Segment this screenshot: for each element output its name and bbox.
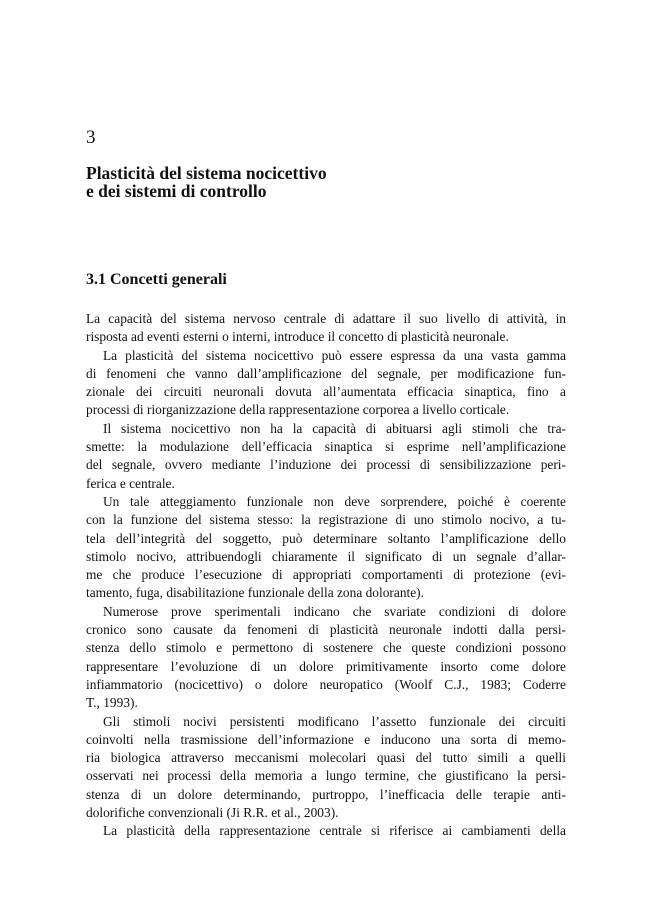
paragraph-line: stenza di un dolore determinando, purtroppo, l’inefficacia delle terapie anti- <box>86 786 566 802</box>
paragraph-line: osservati nei processi della memoria a lungo termine, che giustificano la persi- <box>86 768 566 784</box>
paragraph <box>86 822 566 840</box>
paragraph <box>86 347 566 420</box>
paragraph-line: tela dell’integrità del soggetto, può determinare soltanto l’amplificazione dello <box>86 530 566 546</box>
paragraph-line: Numerose prove sperimentali indicano che svariate condizioni di dolore <box>103 603 566 619</box>
paragraph-line: di fenomeni che vanno dall’amplificazione del segnale, per modificazione fun- <box>86 365 566 381</box>
paragraph-line: rappresentare l’evoluzione di un dolore primitivamente insorto come dolore <box>86 658 566 674</box>
paragraph-line: coinvolti nella trasmissione dell’informazione e inducono una sorta di memo- <box>86 731 566 747</box>
paragraph-line: ria biologica attraverso meccanismi molecolari quasi del tutto simili a quelli <box>86 750 566 766</box>
paragraph <box>86 493 566 603</box>
paragraph-line: zionale dei circuiti neuronali dovuta all’aumentata efficacia sinaptica, fino a <box>86 384 566 400</box>
chapter-title-line: Plasticità del sistema nocicettivo <box>86 163 327 183</box>
paragraph-line: Un tale atteggiamento funzionale non deve sorprendere, poiché è coerente <box>103 493 566 509</box>
paragraph-line: Gli stimoli nocivi persistenti modificano l’assetto funzionale dei circuiti <box>103 713 566 729</box>
paragraph-line: smette: la modulazione dell’efficacia sinaptica si esprime nell’amplificazione <box>86 439 566 455</box>
paragraph <box>86 713 566 823</box>
paragraph-line: del segnale, ovvero mediante l’induzione dei processi di sensibilizzazione peri- <box>86 457 566 473</box>
paragraph-line: cronico sono causate da fenomeni di plasticità neuronale indotti dalla persi- <box>86 622 566 638</box>
paragraph-line: ferica e centrale. <box>86 475 175 491</box>
paragraph-line: La capacità del sistema nervoso centrale di adattare il suo livello di attività, in <box>86 311 566 326</box>
paragraph-line: me che produce l’esecuzione di appropriati comportamenti di protezione (evi- <box>86 567 566 583</box>
paragraph <box>86 603 566 713</box>
paragraph-line: stimolo nocivo, attribuendogli chiaramente il significato di un segnale d’allar- <box>86 548 566 564</box>
chapter-title-line: e dei sistemi di controllo <box>86 181 267 201</box>
paragraph-line: T., 1993). <box>86 695 138 711</box>
body-text <box>86 310 566 841</box>
paragraph-line: infiammatorio (nocicettivo) o dolore neuropatico (Woolf C.J., 1983; Coderre <box>86 676 566 692</box>
paragraph <box>86 310 566 347</box>
paragraph-line: con la funzione del sistema stesso: la registrazione di uno stimolo nocivo, a tu- <box>86 512 566 528</box>
paragraph-line: dolorifiche convenzionali (Ji R.R. et al., 2003). <box>86 805 339 821</box>
chapter-title <box>86 164 566 200</box>
paragraph-line: risposta ad eventi esterni o interni, introduce il concetto di plasticità neuronale. <box>86 329 509 345</box>
section-heading: 3.1 Concetti generali <box>86 271 227 288</box>
paragraph-line: processi di riorganizzazione della rappresentazione corporea a livello corticale. <box>86 402 510 418</box>
paragraph-line: La plasticità della rappresentazione centrale si riferisce ai cambiamenti della <box>103 823 566 839</box>
paragraph-line: tamento, fuga, disabilitazione funzionale della zona dolorante). <box>86 585 424 601</box>
paragraph-line: La plasticità del sistema nocicettivo può essere espressa da una vasta gamma <box>103 347 566 363</box>
paragraph-line: stenza dello stimolo e permettono di sostenere che queste condizioni possono <box>86 640 566 656</box>
chapter-number: 3 <box>86 127 96 148</box>
paragraph-line: Il sistema nocicettivo non ha la capacità di abituarsi agli stimoli che tra- <box>103 420 566 436</box>
paragraph <box>86 420 566 493</box>
